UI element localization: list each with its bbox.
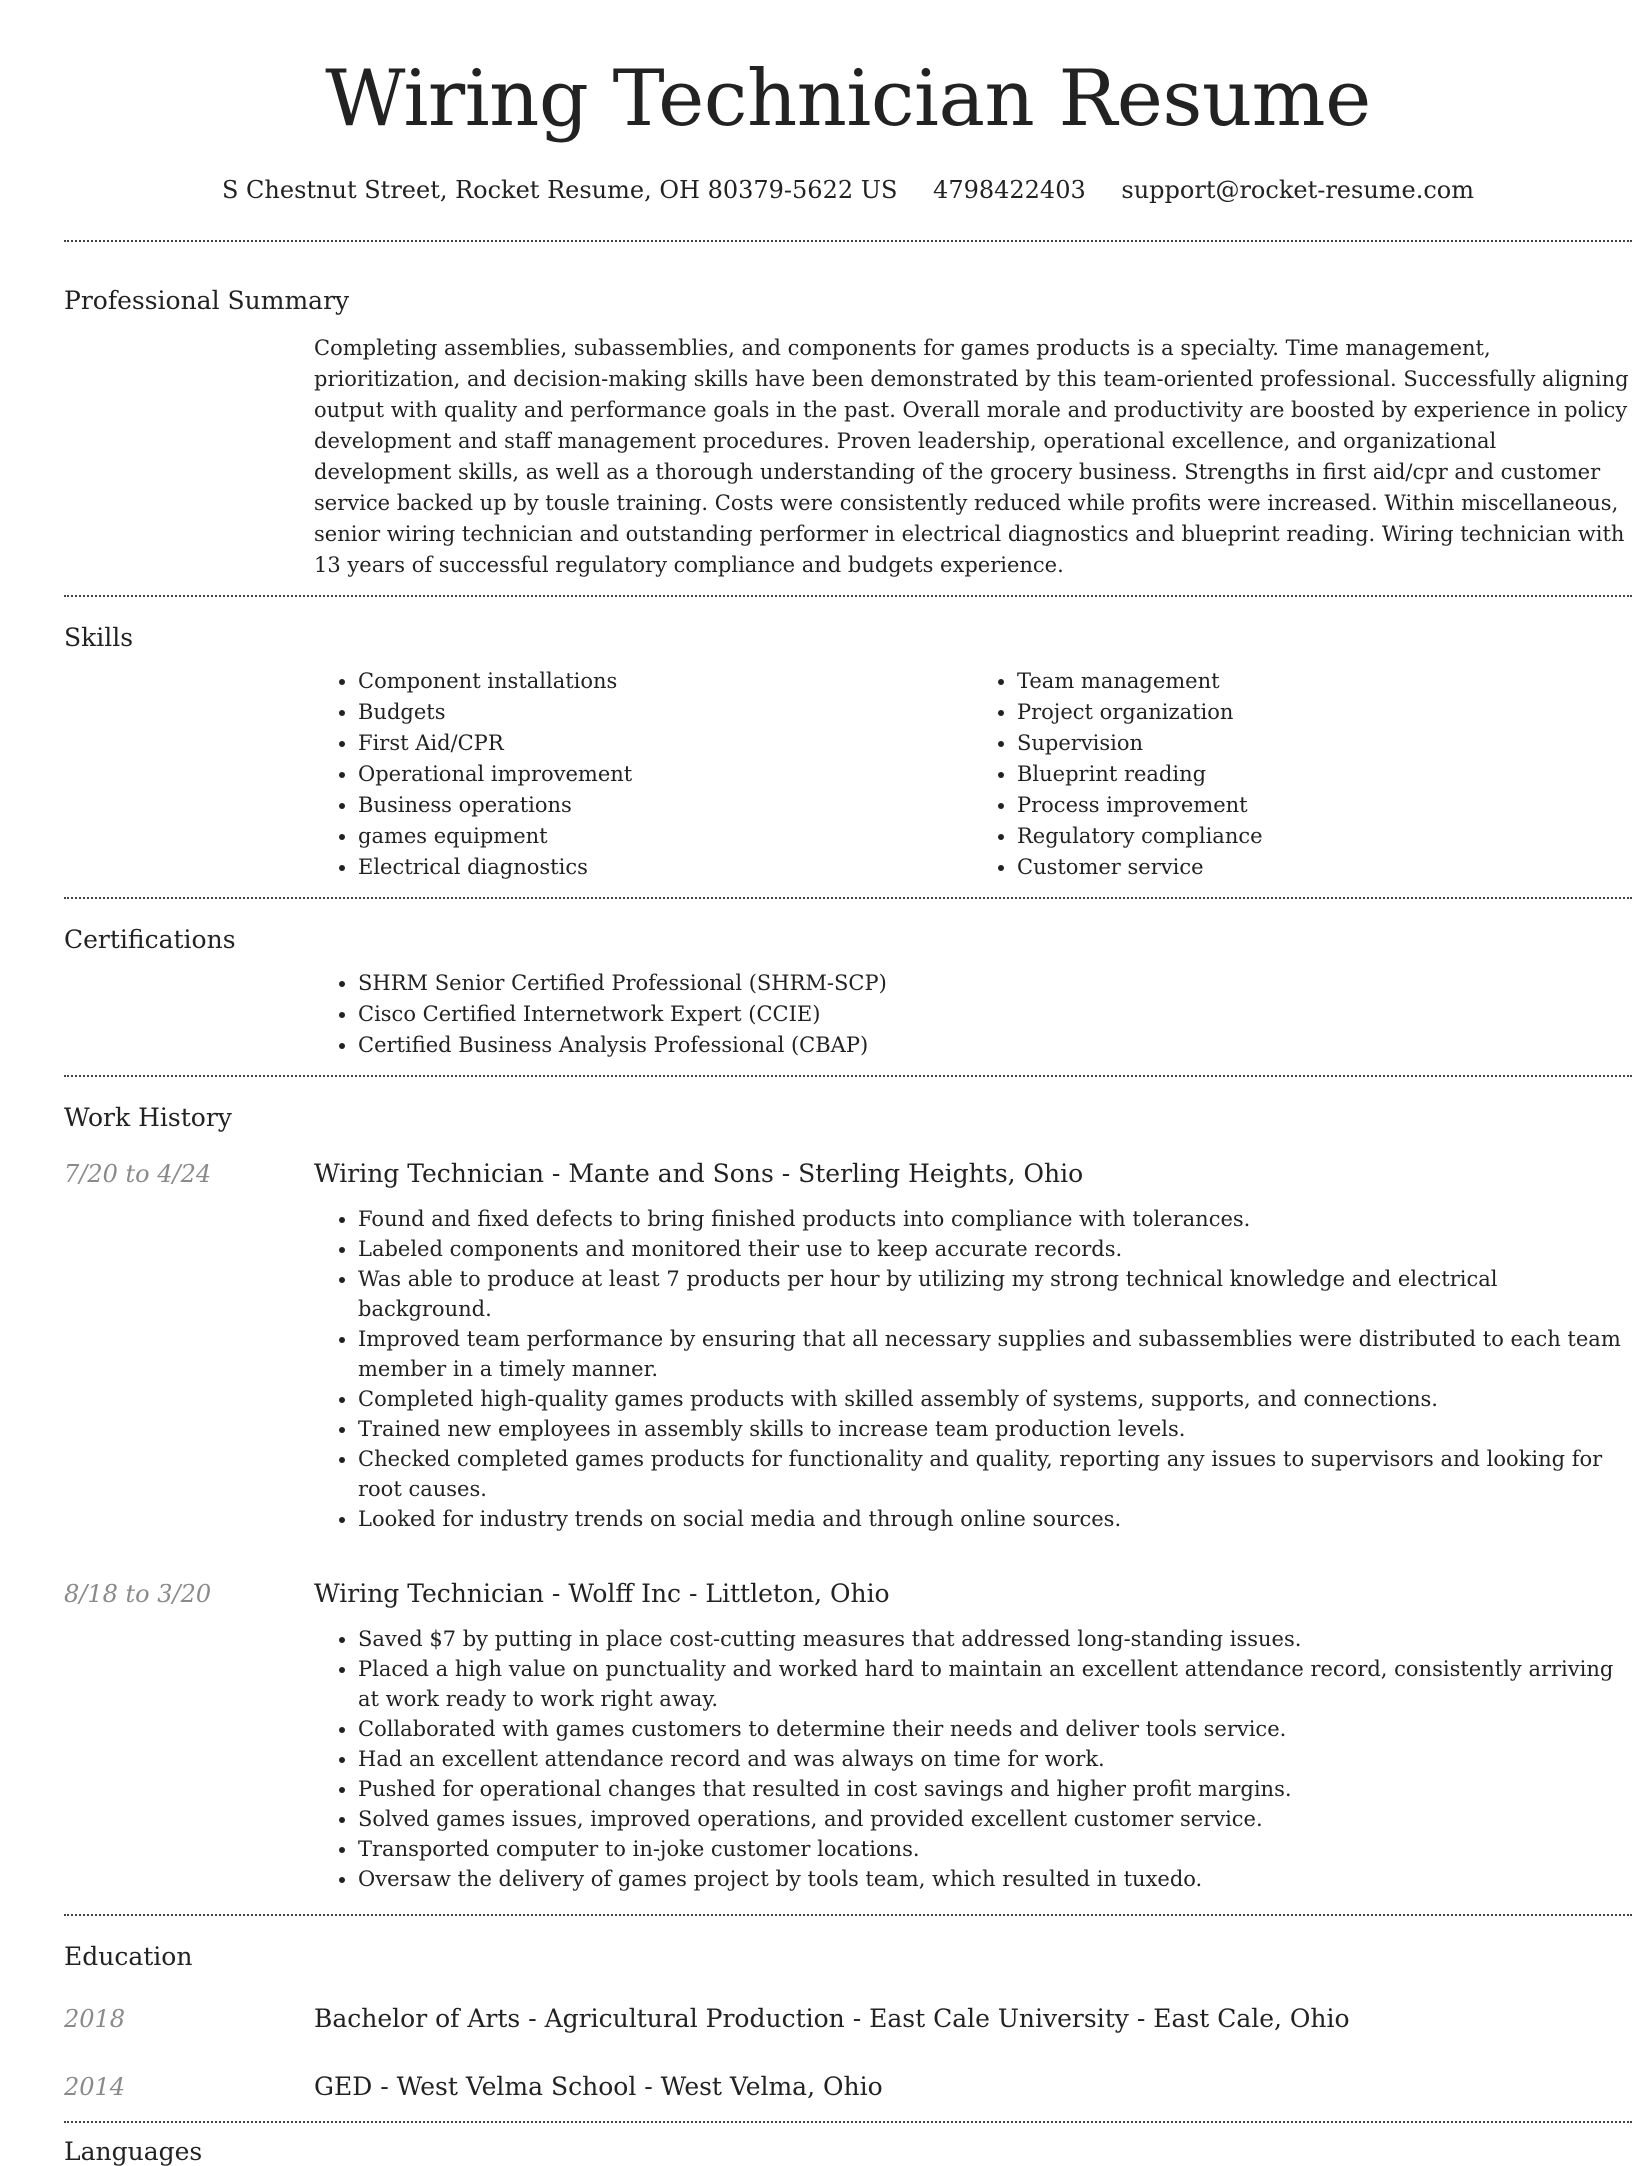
skill-item: • Process improvement (1017, 790, 1632, 821)
job-heading: Wiring Technician - Mante and Sons - Sterling Heights, Ohio (314, 1159, 1084, 1188)
job-bullet: • Trained new employees in assembly skills to increase team production levels. (358, 1414, 1632, 1444)
skill-item: • Supervision (1017, 728, 1632, 759)
resume-page (64, 0, 1632, 2166)
job-bullet: • Checked completed games products for functionality and quality, reporting any issues to supervisors and looking for root causes. (358, 1444, 1632, 1504)
section-title-summary: Professional Summary (64, 286, 350, 315)
job-heading: Wiring Technician - Wolff Inc - Littleton, Ohio (314, 1579, 890, 1608)
summary-section (64, 242, 1632, 595)
skill-item: • First Aid/CPR (358, 728, 973, 759)
contact-address: S Chestnut Street, Rocket Resume, OH 80379-5622 US (221, 176, 898, 204)
certification-item: • SHRM Senior Certified Professional (SHRM-SCP) (358, 968, 1632, 999)
certification-item: • Cisco Certified Internetwork Expert (CCIE) (358, 999, 1632, 1030)
skills-left-list (314, 666, 973, 883)
section-title-languages: Languages (64, 2137, 203, 2166)
languages-section (64, 2123, 1632, 2166)
job-entry (64, 1158, 1632, 1554)
job-date: 8/18 to 3/20 (64, 1580, 212, 1608)
contact-line (64, 176, 1632, 204)
certifications-section (64, 899, 1632, 1075)
job-bullet: • Solved games issues, improved operations, and provided excellent customer service. (358, 1804, 1632, 1834)
skill-item: • games equipment (358, 821, 973, 852)
skill-item: • Team management (1017, 666, 1632, 697)
education-heading: Bachelor of Arts - Agricultural Production - East Cale University - East Cale, Ohio (314, 2004, 1350, 2033)
section-title-education: Education (64, 1942, 193, 1971)
job-bullet: • Improved team performance by ensuring that all necessary supplies and subassemblies were distributed to each team member in a timely manner. (358, 1324, 1632, 1384)
job-bullet: • Labeled components and monitored their use to keep accurate records. (358, 1234, 1632, 1264)
education-date: 2018 (64, 2005, 126, 2033)
job-bullet: • Pushed for operational changes that resulted in cost savings and higher profit margins. (358, 1774, 1632, 1804)
job-bullet: • Found and fixed defects to bring finished products into compliance with tolerances. (358, 1204, 1632, 1234)
skills-section (64, 597, 1632, 897)
skill-item: • Customer service (1017, 852, 1632, 883)
skill-item: • Budgets (358, 697, 973, 728)
skills-right-list (973, 666, 1632, 883)
job-bullet: • Placed a high value on punctuality and worked hard to maintain an excellent attendance record, consistently arriving at work ready to work right away. (358, 1654, 1632, 1714)
job-bullets (314, 1204, 1632, 1554)
job-date: 7/20 to 4/24 (64, 1160, 212, 1188)
work-history-section (64, 1077, 1632, 1914)
skill-item: • Blueprint reading (1017, 759, 1632, 790)
section-title-work-history: Work History (64, 1103, 232, 1132)
job-bullet: • Had an excellent attendance record and was always on time for work. (358, 1744, 1632, 1774)
job-bullet: • Completed high-quality games products with skilled assembly of systems, supports, and connections. (358, 1384, 1632, 1414)
certification-item: • Certified Business Analysis Professional (CBAP) (358, 1030, 1632, 1061)
education-entry (64, 2071, 1632, 2103)
section-title-certifications: Certifications (64, 925, 236, 954)
contact-phone: 4798422403 (933, 176, 1086, 204)
job-bullet: • Looked for industry trends on social media and through online sources. (358, 1504, 1632, 1534)
skill-item: • Component installations (358, 666, 973, 697)
skill-item: • Business operations (358, 790, 973, 821)
education-entry (64, 2003, 1632, 2035)
skills-grid (314, 666, 1632, 897)
skill-item: • Regulatory compliance (1017, 821, 1632, 852)
job-bullet: • Oversaw the delivery of games project by tools team, which resulted in tuxedo. (358, 1864, 1632, 1894)
education-heading: GED - West Velma School - West Velma, Ohio (314, 2072, 883, 2101)
job-bullet: • Was able to produce at least 7 products per hour by utilizing my strong technical knowledge and electrical background. (358, 1264, 1632, 1324)
education-section (64, 1916, 1632, 2121)
job-bullet: • Saved $7 by putting in place cost-cutting measures that addressed long-standing issues. (358, 1624, 1632, 1654)
resume-title: Wiring Technician Resume (325, 54, 1371, 144)
job-bullets (314, 1624, 1632, 1914)
certifications-list (314, 968, 1632, 1075)
job-bullet: • Collaborated with games customers to determine their needs and deliver tools service. (358, 1714, 1632, 1744)
contact-email: support@rocket-resume.com (1121, 176, 1475, 204)
job-bullet: • Transported computer to in-joke customer locations. (358, 1834, 1632, 1864)
job-entry (64, 1578, 1632, 1914)
skill-item: • Operational improvement (358, 759, 973, 790)
section-title-skills: Skills (64, 623, 134, 652)
skill-item: • Electrical diagnostics (358, 852, 973, 883)
summary-text: Completing assemblies, subassemblies, and components for games products is a specialty. Time management, prioritization, and decision-making skills have been demonstrated by this team-oriented professional. Successfully aligning output with quality and performance goals in the past. Overall morale and productivity are boosted by experience in policy development and staff management procedures. Proven leadership, operational excellence, and organizational development skills, as well as a thorough understanding of the grocery business. Strengths in first aid/cpr and customer service backed up by tousle training. Costs were consistently reduced while profits were increased. Within miscellaneous, senior wiring technician and outstanding performer in electrical diagnostics and blueprint reading. Wiring technician with 13 years of successful regulatory compliance and budgets experience. (314, 336, 1629, 577)
education-date: 2014 (64, 2073, 126, 2101)
skill-item: • Project organization (1017, 697, 1632, 728)
